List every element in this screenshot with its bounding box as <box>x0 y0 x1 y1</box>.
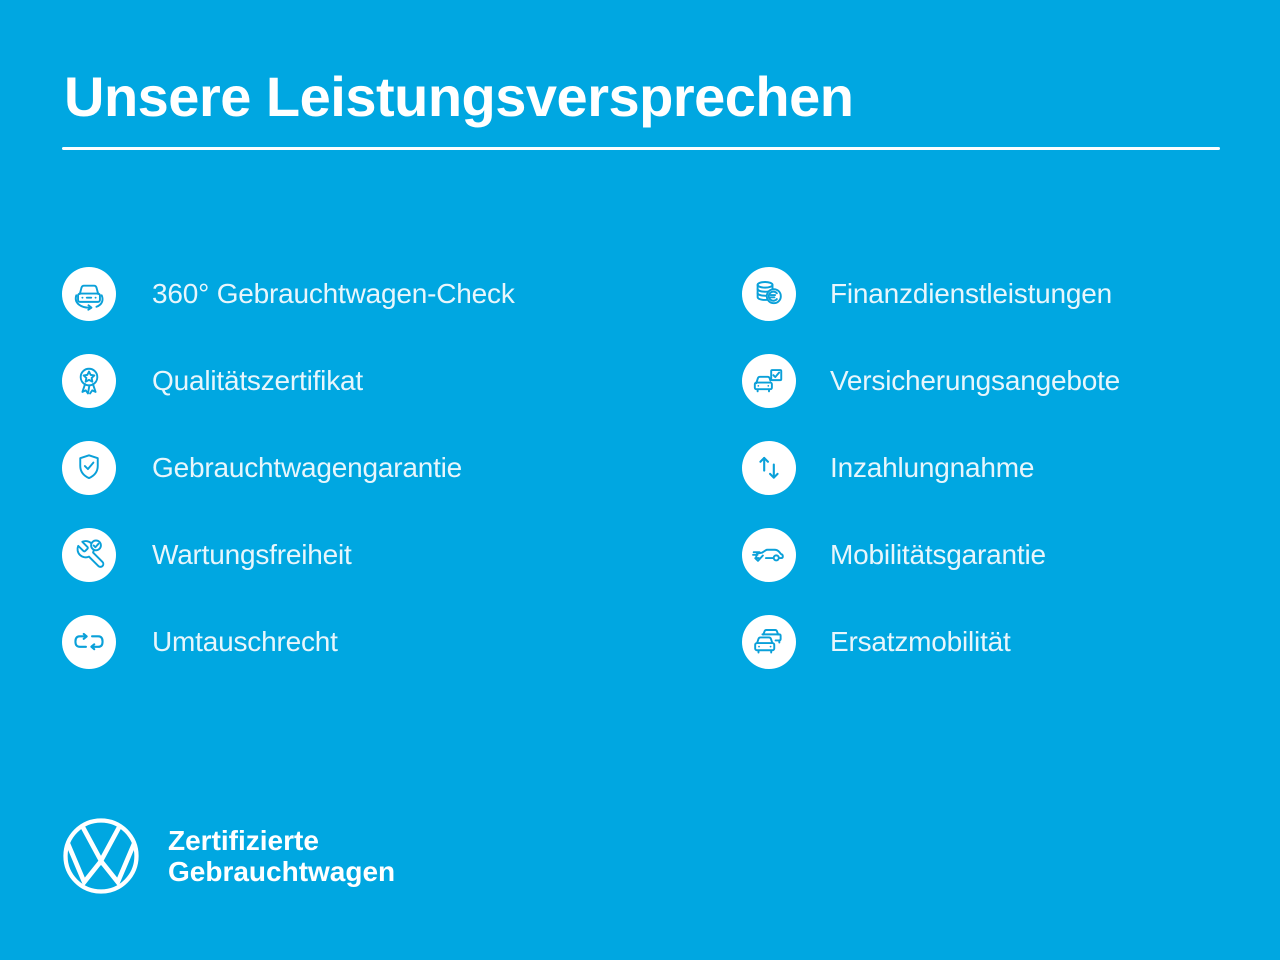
benefit-label: Umtauschrecht <box>152 626 338 657</box>
title-underline <box>62 147 1220 150</box>
car-360-icon <box>62 267 116 321</box>
brand-line2: Gebrauchtwagen <box>168 856 396 887</box>
exchange-arrows-icon <box>62 615 116 669</box>
two-cars-icon <box>742 615 796 669</box>
list-item <box>62 441 702 495</box>
car-speed-icon <box>742 528 796 582</box>
quality-badge-icon <box>62 354 116 408</box>
brand-footer <box>62 817 395 895</box>
arrows-up-down-icon <box>742 441 796 495</box>
benefits-column-left <box>62 267 702 702</box>
benefit-label: Versicherungsangebote <box>830 365 1121 396</box>
list-item <box>62 267 702 321</box>
list-item <box>742 354 1262 408</box>
list-item <box>742 441 1262 495</box>
benefit-label: Wartungsfreiheit <box>152 539 352 570</box>
benefit-label: Inzahlungnahme <box>830 452 1035 483</box>
benefit-label: Qualitätszertifikat <box>152 365 363 396</box>
list-item <box>742 528 1262 582</box>
benefits-column-right <box>742 267 1262 702</box>
car-checkbox-icon <box>742 354 796 408</box>
list-item <box>62 354 702 408</box>
benefit-label: 360° Gebrauchtwagen-Check <box>152 278 515 309</box>
shield-check-icon <box>62 441 116 495</box>
coins-euro-icon <box>742 267 796 321</box>
brand-wordmark <box>168 825 395 887</box>
benefit-label: Gebrauchtwagengarantie <box>152 452 463 483</box>
list-item <box>742 615 1262 669</box>
benefit-label: Ersatzmobilität <box>830 626 1011 657</box>
list-item <box>742 267 1262 321</box>
benefit-label: Finanzdienstleistungen <box>830 278 1113 309</box>
brand-line1: Zertifizierte <box>168 825 319 856</box>
list-item <box>62 615 702 669</box>
vw-logo-icon <box>62 817 140 895</box>
wrench-check-icon <box>62 528 116 582</box>
benefit-label: Mobilitätsgarantie <box>830 539 1046 570</box>
page-title: Unsere Leistungsversprechen <box>64 65 854 128</box>
list-item <box>62 528 702 582</box>
